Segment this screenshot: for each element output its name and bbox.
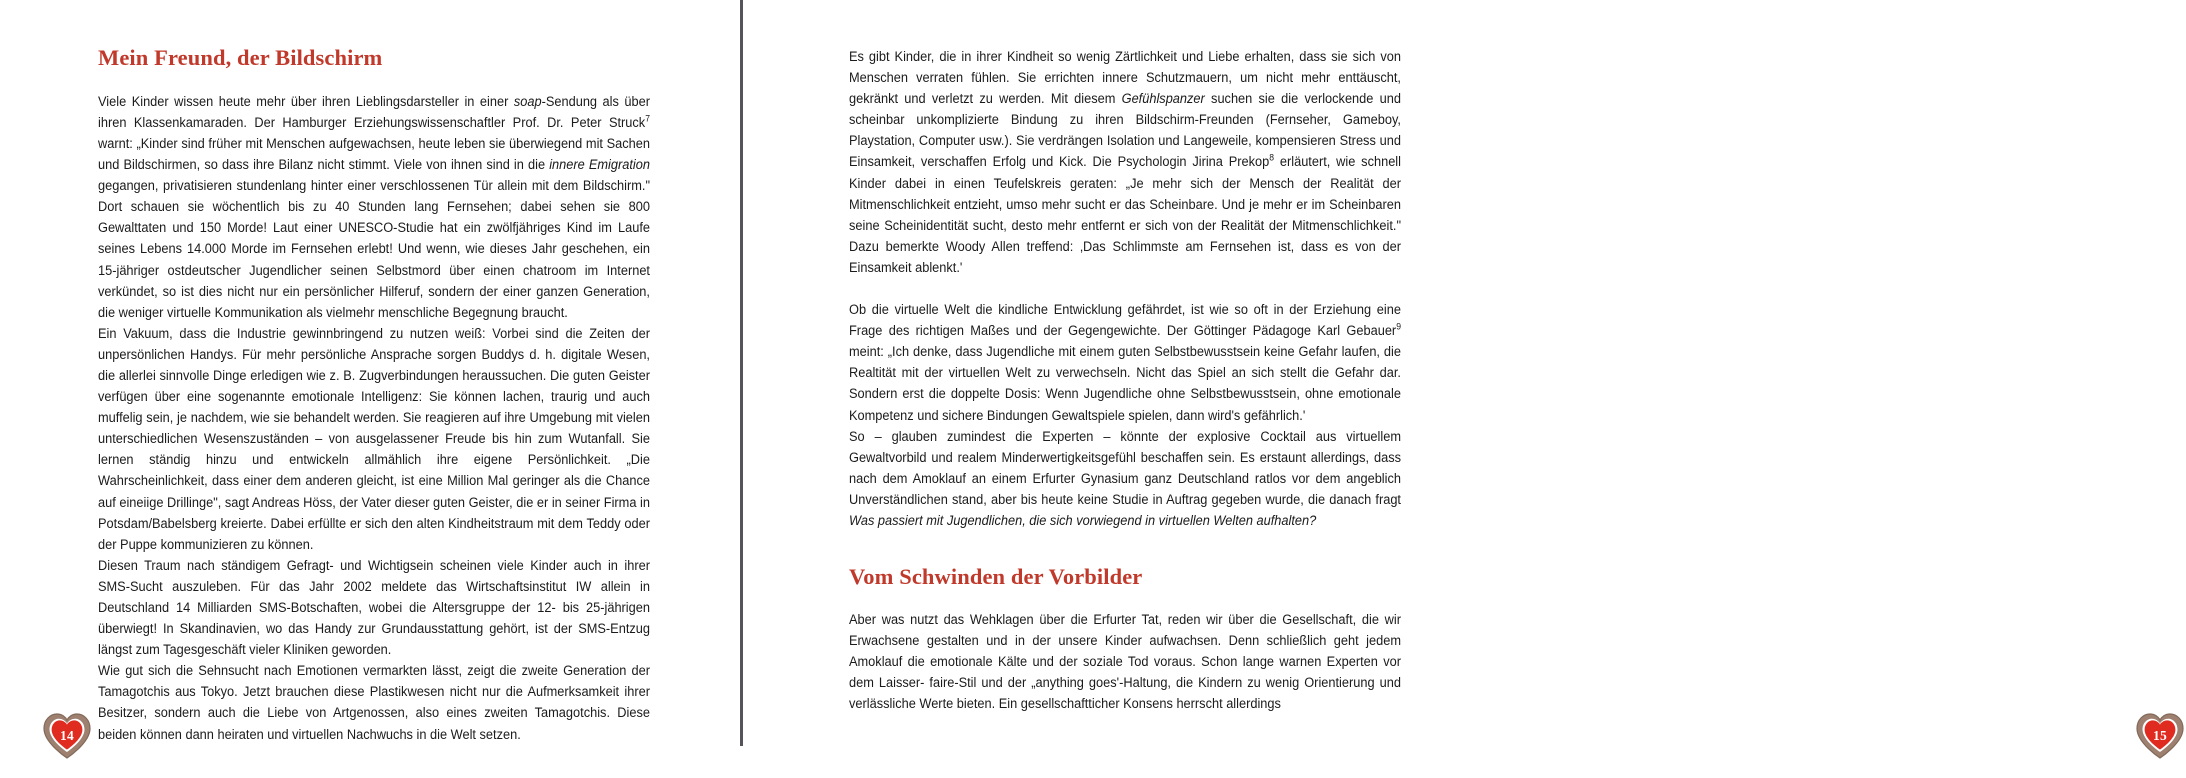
emphasis-text: innere Emigration	[549, 157, 650, 173]
page-number-left: 14	[59, 728, 75, 743]
right-page-heading: Vom Schwinden der Vorbilder	[849, 564, 1143, 590]
footnote-marker: 9	[1396, 321, 1401, 332]
footnote-marker: 7	[645, 113, 650, 124]
paragraph	[98, 555, 650, 660]
emphasis-text: soap	[513, 93, 542, 109]
footnote-marker: 8	[1269, 153, 1275, 163]
body-text: Es gibt Kinder, die in ihrer Kindheit so wenig Zärtlichkeit und Liebe erhalten, dass sie sich von Menschen verraten fühlen. Sie errichten innere Schutzmauern, um nicht mehr enttäuscht, gekränkt und verletzt zu werden. Mit diesem	[849, 49, 1401, 107]
body-text: suchen sie die verlockende und scheinbar unkomplizierte Bindung zu ihren Bildschirm-Freunden (Fernseher, Gameboy, Playstation, Computer usw.). Sie verdrängen Isolation und Langeweile, kompensieren Stress und Einsamkeit, verschaffen Erfolg und Kick. Die Psychologin Jirina Prekop	[849, 91, 1401, 170]
paragraph	[849, 426, 1401, 531]
page-number-right: 15	[2152, 728, 2168, 743]
page-number-badge-left	[41, 711, 93, 761]
left-page-heading: Mein Freund, der Bildschirm	[98, 45, 383, 70]
body-text: So – glauben zumindest die Experten – könnte der explosive Cocktail aus virtuellem Gewaltvorbild und realem Minderwertigkeitsgefühl beschaffen sein. Es erstaunt allerdings, dass nach dem Amoklauf an einem Erfurter Gynasium ganz Deutschland ratlos vor dem angeblich Unverständlichen stand, aber bis heute keine Studie in Auftrag gegeben wurde, die danach fragt	[849, 428, 1401, 507]
heart-icon	[2134, 711, 2186, 761]
emphasis-text: Was passiert mit Jugendlichen, die sich vorwiegend in virtuellen Welten aufhalten?	[849, 512, 1317, 528]
body-text: warnt: „Kinder sind früher mit Menschen aufgewachsen, heute leben sie überwiegend mit Sachen und Bildschirmen, so dass ihre Bilanz nicht stimmt. Viele von ihnen sind in die	[98, 135, 650, 173]
body-text: gegangen, privatisieren stundenlang hinter einer verschlossenen Tür allein mit dem Bildschirm." Dort schauen sie wöchentlich bis zu 40 Stunden lang Fernsehen; dabei sehen sie 800 Gewalttaten und 150 Morde! Laut einer UNESCO-Studie hat ein zwölfjähriges Kind im Laufe seines Lebens 14.000 Morde im Fernsehen erlebt! Und wenn, wie dieses Jahr geschehen, ein 15-jähriger ostdeutscher Jugendlicher seinen Selbstmord über einen chatroom im Internet verkündet, so ist dies nicht nur ein persönlicher Hilferuf, sondern der einer ganzen Generation, die weniger virtuelle Kommunikation als vielmehr menschliche Begegnung braucht.	[98, 178, 650, 320]
body-text: Aber was nutzt das Wehklagen über die Erfurter Tat, reden wir über die Gesellschaft, die wir Erwachsene gestalten und in der unsere Kinder aufwachsen. Denn schließlich geht jedem Amoklauf die emotionale Kälte und der soziale Tod voraus. Schon lange warnen Experten vor dem Laisser- faire-Stil und der „anything goes'-Haltung, die Kindern zu wenig Orientierung und verlässliche Werte bieten. Ein gesellschaftticher Konsens herrscht allerdings	[849, 611, 1401, 712]
page-number-badge-right	[2134, 711, 2186, 761]
heart-icon	[41, 711, 93, 761]
right-page	[743, 0, 2168, 778]
body-text: Ob die virtuelle Welt die kindliche Entwicklung gefährdet, ist wie so oft in der Erziehung eine Frage des richtigen Maßes und der Gegengewichte. Der Göttinger Pädagoge Karl Gebauer	[849, 302, 1401, 339]
left-page	[0, 0, 742, 778]
body-text: erläutert, wie schnell Kinder dabei in einen Teufelskreis geraten: „Je mehr sich der Mensch der Realität der Mitmenschlichkeit entzieht, umso mehr sucht er das Scheinbare. Und je mehr er im Scheinbaren seine Scheinidentität sucht, desto mehr entfernt er sich von der Realität der Mitmenschlichkeit." Dazu bemerkte Woody Allen treffend: ‚Das Schlimmste am Fernsehen ist, dass es von der Einsamkeit ablenkt.'	[849, 154, 1401, 275]
emphasis-text: Gefühlspanzer	[1121, 91, 1205, 107]
paragraph	[849, 609, 1401, 714]
body-text: -Sendung als über ihren Klassenkamaraden. Der Hamburger Erziehungswissenschaftler Prof. Dr. Peter Struck	[98, 93, 650, 130]
body-text: Diesen Traum nach ständigem Gefragt- und Wichtigsein scheinen viele Kinder auch in ihrer SMS-Sucht auszuleben. Für das Jahr 2002 meldete das Wirtschaftsinstitut IW allein in Deutschland 14 Milliarden SMS-Botschaften, wobei die Altersgruppe der 12- bis 25-jährigen überwiegt! In Skandinavien, wo das Handy zur Grundausstattung gehört, ist der SMS-Entzug längst zum Tagesgeschäft vieler Kliniken geworden.	[98, 557, 650, 658]
paragraph	[849, 46, 1401, 278]
body-text: Viele Kinder wissen heute mehr über ihren Lieblingsdarsteller in einer	[98, 93, 514, 109]
paragraph	[98, 660, 650, 744]
body-text: meint: „Ich denke, dass Jugendliche mit einem guten Selbstbewusstsein keine Gefahr laufen, die Realtität mit der virtuellen Welt zu verwechseln. Nicht das Spiel an sich stellt die Gefahr dar. Sondern erst die doppelte Dosis: Wenn Jugendliche ohne Selbstbewusstsein, ohne emotionale Kompetenz und sichere Bindungen Gewaltspiele spielen, dann wird's gefährlich.'	[849, 344, 1401, 423]
paragraph	[98, 323, 650, 555]
body-text: Wie gut sich die Sehnsucht nach Emotionen vermarkten lässt, zeigt die zweite Generation der Tamagotchis aus Tokyo. Jetzt brauchen diese Plastikwesen nicht nur die Aufmerksamkeit ihrer Besitzer, sondern auch die Liebe von Artgenossen, also eines zweiten Tamagotchis. Diese beiden können dann heiraten und virtuellen Nachwuchs in die Welt setzen.	[98, 663, 650, 742]
paragraph	[849, 299, 1401, 426]
left-page-content	[98, 46, 650, 745]
body-text: Ein Vakuum, dass die Industrie gewinnbringend zu nutzen weiß: Vorbei sind die Zeiten der unpersönlichen Handys. Für mehr persönliche Ansprache sorgen Buddys d. h. digitale Wesen, die allerlei sinnvolle Dinge erledigen wie z. B. Zugverbindungen heraussuchen. Die guten Geister verfügen über eine sogenannte emotionale Intelligenz: Sie können lachen, traurig und auch muffelig sein, je nachdem, wie sie behandelt werden. Sie reagieren auf ihre Umgebung mit vielen unterschiedlichen Wesenszuständen – von ausgelassener Freude bis hin zum Wutanfall. Sie lernen ständig hinzu und entwickeln allmählich ihre eigene Persönlichkeit. „Die Wahrscheinlichkeit, dass einer dem anderen gleicht, ist eine Million Mal geringer als die Chance auf eineiige Drillinge", sagt Andreas Höss, der Vater dieser guten Geister, die er in seiner Firma in Potsdam/Babelsberg kreierte. Dabei erfüllte er sich den alten Kindheitstraum mit dem Teddy oder der Puppe kommunizieren zu können.	[98, 325, 650, 552]
paragraph	[98, 91, 650, 323]
right-page-content	[849, 46, 1401, 714]
